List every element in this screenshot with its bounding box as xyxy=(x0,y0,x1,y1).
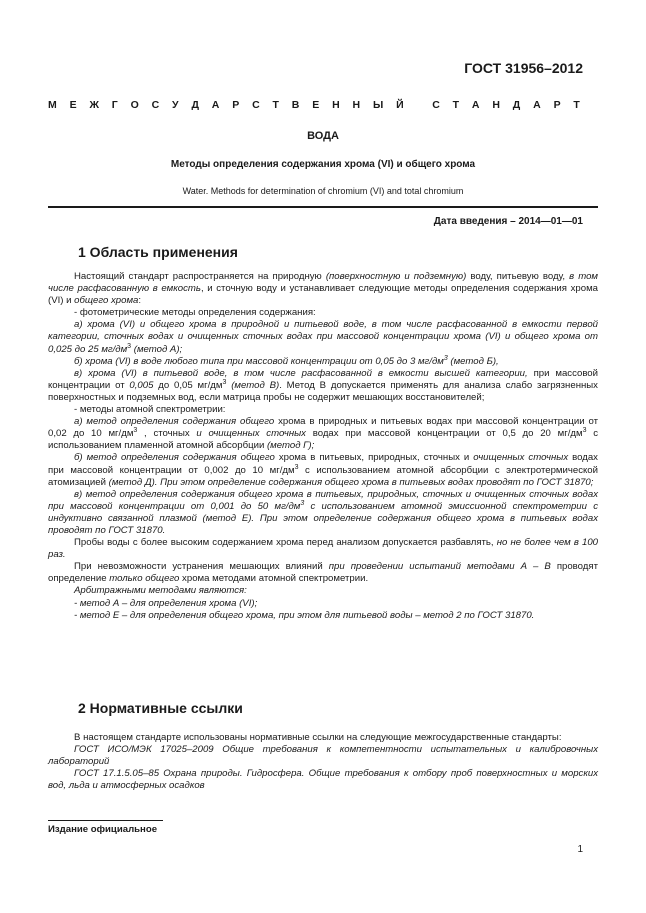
banner-letter: Й xyxy=(396,99,404,111)
page-number: 1 xyxy=(577,844,583,855)
banner-letter: Т xyxy=(452,99,460,111)
banner-letter: А xyxy=(533,99,541,111)
banner-letter: Т xyxy=(573,99,580,111)
interstate-standard-banner xyxy=(48,99,580,111)
paragraph: ГОСТ 17.1.5.05–85 Охрана природы. Гидросфера. Общие требования к отбору проб поверхностных и морских вод, льда и атмосферных осадков xyxy=(48,768,598,792)
official-edition-label: Издание официальное xyxy=(48,824,158,835)
banner-letter: Н xyxy=(492,99,500,111)
paragraph: в) хрома (VI) в питьевой воде, в том числе расфасованной в емкости высшей категории, при массовой концентрации от 0,005 до 0,05 $мг/дм^3$ (метод В). Метод В допускается применять для анализа слабо загрязненных поверхностных и подземных вод, если матрица пробы не содержит мешающих восстановителей; xyxy=(48,367,599,403)
paragraph: В настоящем стандарте использованы нормативные ссылки на следующие межгосударственные стандарты: xyxy=(74,732,562,743)
banner-letter: Д xyxy=(191,99,199,111)
paragraph: а) хрома (VI) и общего хрома в природной и питьевой воде, в том числе расфасованной в емкости первой категории, сточных водах и очищенных сточных водах при массовой концентрации хрома (VI) и общего хрома от 0,025 до 25 $мг/дм^3$ (метод А); xyxy=(48,319,598,355)
document-number: ГОСТ 31956–2012 xyxy=(464,60,583,76)
banner-letter: Р xyxy=(553,99,561,111)
banner-letter: Г xyxy=(111,99,118,111)
document-subtitle: Методы определения содержания хрома (VI) и общего хрома xyxy=(170,159,476,170)
banner-letter: С xyxy=(151,99,160,111)
paragraph: При невозможности устранения мешающих влияний при проведении испытаний методами А – В проводят определение только общего хрома методами атомной спектрометрии. xyxy=(48,561,598,585)
document-title: ВОДА xyxy=(307,130,339,142)
banner-letter: У xyxy=(172,99,179,111)
paragraph: - фотометрические методы определения содержания: xyxy=(74,307,316,319)
banner-letter: Н xyxy=(332,99,340,111)
section-2-heading: 2 Нормативные ссылки xyxy=(78,700,243,716)
banner-letter xyxy=(416,99,419,111)
paragraph: а) метод определения содержания общего хрома в природных и питьевых водах при массовой концентрации от 0,02 до 10 $мг/дм^3$ , сточных и очищенных сточных водах при массовой концентрации от 0,5 до 20 $мг/дм^3$ с использованием пламенной атомной абсорбции (метод Г); xyxy=(48,416,599,452)
paragraph: б) хрома (VI) в воде любого типа при массовой концентрации от 0,05 до 3 $мг/дм^3$ (метод Б), xyxy=(74,354,499,367)
banner-letter: С xyxy=(252,99,260,111)
banner-letter: Е xyxy=(69,99,77,111)
paragraph: Настоящий стандарт распространяется на природную (поверхностную и подземную) воду, питьевую воду, в том числе расфасованную в емкость, и сточную воду и устанавливает следующие методы определения содержания хрома (VI) и общего хрома: xyxy=(48,271,598,307)
banner-letter: А xyxy=(211,99,220,111)
banner-letter: С xyxy=(432,99,440,111)
section-1-heading: 1 Область применения xyxy=(78,244,238,260)
paragraph: - метод А – для определения хрома (VI); xyxy=(74,597,258,609)
banner-letter: Т xyxy=(272,99,279,111)
introduction-date: Дата введения – 2014—01—01 xyxy=(433,216,583,227)
banner-letter: Е xyxy=(312,99,320,111)
banner-letter: М xyxy=(48,99,57,111)
section-1-body xyxy=(48,271,598,622)
paragraph: - метод Е – для определения общего хрома, при этом для питьевой воды – метод 2 по ГОСТ 31870. xyxy=(74,609,535,621)
paragraph: - методы атомной спектрометрии: xyxy=(74,404,226,416)
banner-letter: Р xyxy=(232,99,240,111)
paragraph: б) метод определения содержания общего хрома в питьевых, природных, сточных и очищенных сточных водах при массовой концентрации от 0,002 до 10 $мг/дм^3$ с использованием атомной абсорбции с электротермической атомизацией (метод Д). При этом определение содержания общего хрома в питьевых водах проводят по ГОСТ 31870; xyxy=(48,452,598,488)
document-english-title: Water. Methods for determination of chromium (VI) and total chromium xyxy=(182,186,464,196)
paragraph: ГОСТ ИСО/МЭК 17025–2009 Общие требования к компетентности испытательных и калибровочных лабораторий xyxy=(48,744,598,768)
paragraph: Пробы воды с более высоким содержанием хрома перед анализом допускается разбавлять, но не более чем в 100 раз. xyxy=(48,537,598,561)
banner-letter: Ы xyxy=(372,99,384,111)
banner-letter: О xyxy=(130,99,139,111)
title-divider xyxy=(48,206,598,208)
banner-letter: Ж xyxy=(89,99,99,111)
banner-letter: Д xyxy=(512,99,521,111)
banner-letter: Н xyxy=(352,99,361,111)
paragraph: Арбитражными методами являются: xyxy=(74,585,247,597)
section-2-body xyxy=(48,732,598,792)
paragraph: в) метод определения содержания общего хрома в питьевых, природных, сточных и очищенных сточных водах при массовой концентрации от 0,001 до 50 $мг/дм^3$ с использованием атомной эмиссионной спектрометрии с индуктивно связанной плазмой (метод Е). При этом определение содержания общего хрома в питьевых водах проводят по ГОСТ 31870. xyxy=(48,488,599,536)
banner-letter: А xyxy=(471,99,480,111)
footer-divider xyxy=(48,820,163,821)
banner-letter: В xyxy=(291,99,300,111)
